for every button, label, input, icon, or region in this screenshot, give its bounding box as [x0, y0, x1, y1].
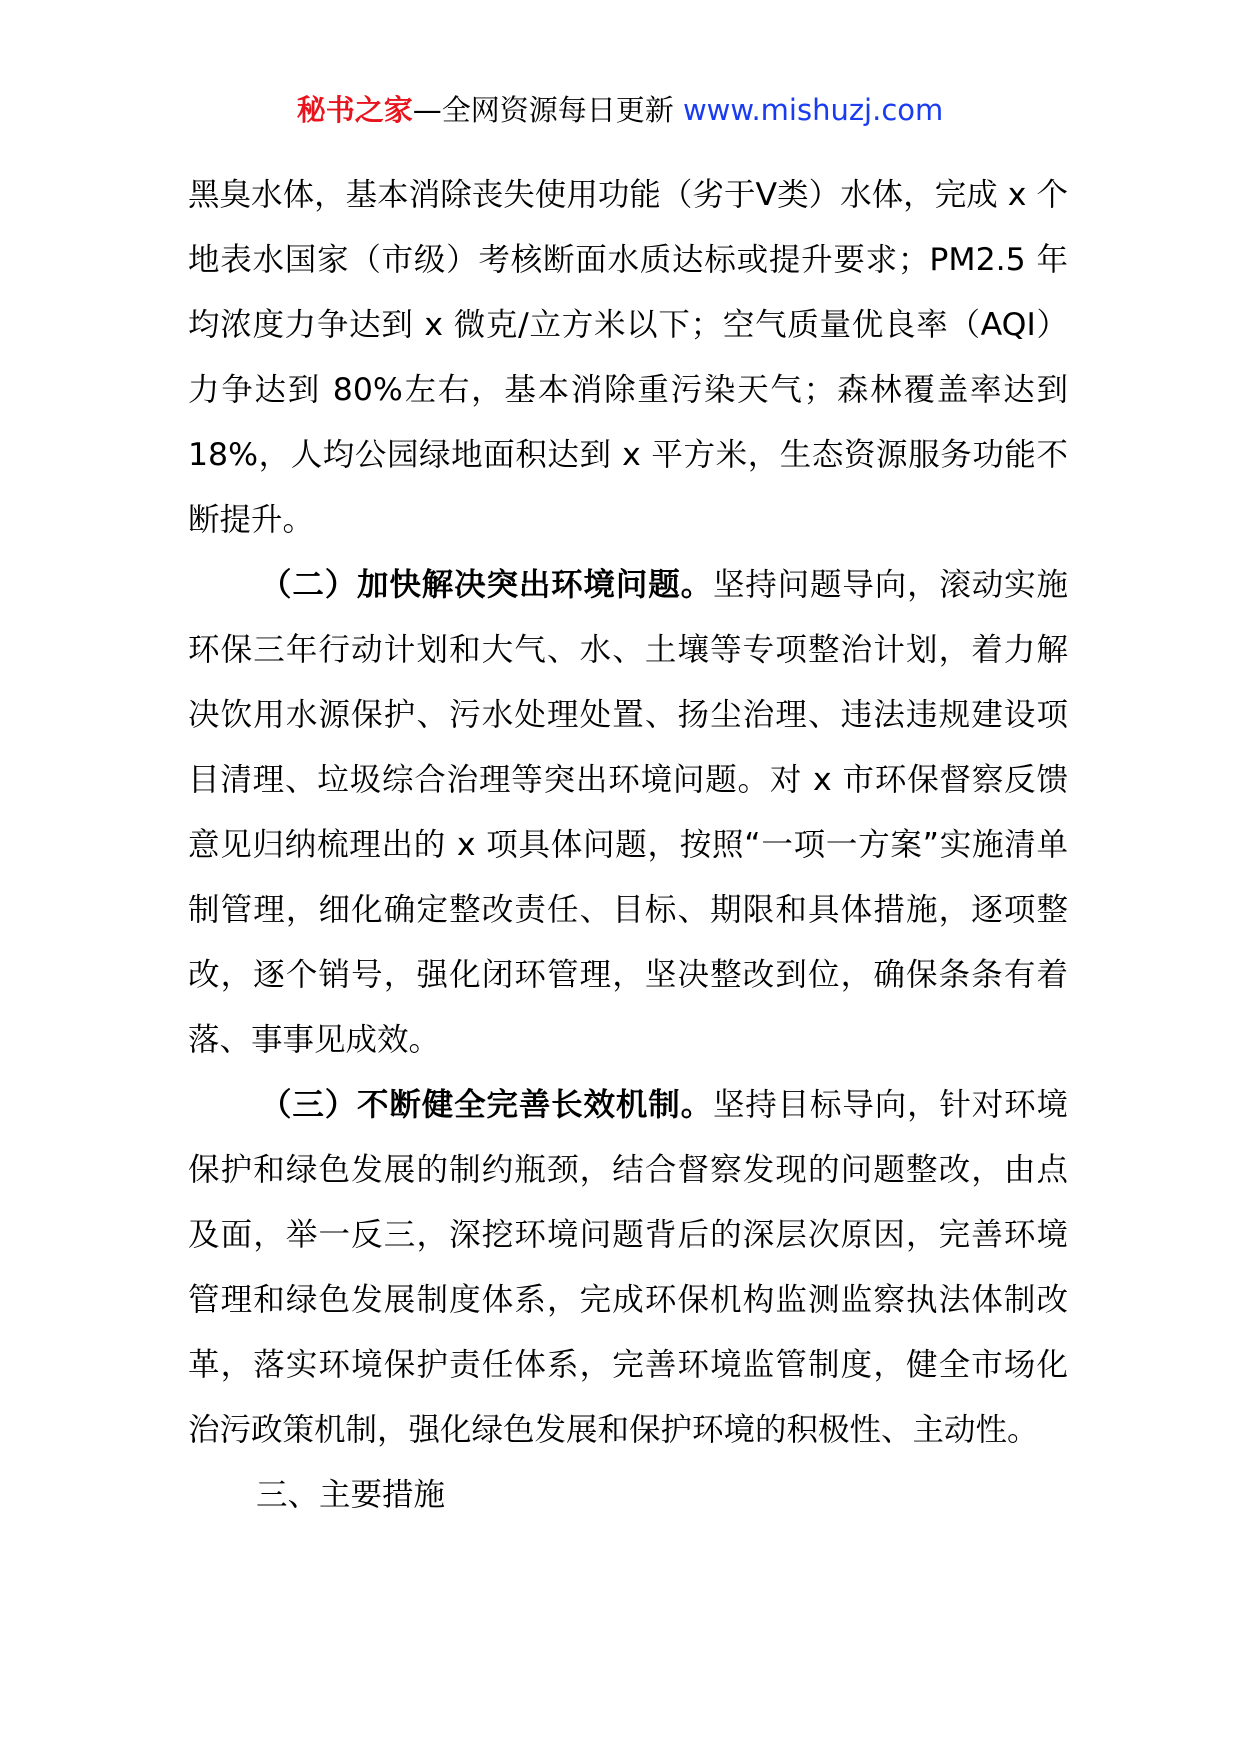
section-heading: 三、主要措施	[256, 1477, 446, 1513]
paragraph-text: 坚持问题导向，滚动实施环保三年行动计划和大气、水、土壤等专项整治计划，着力解决饮用水源保护、污水处理处置、扬尘治理、违法违规建设项目清理、垃圾综合治理等突出环境问题。对 x 市环保督察反馈意见归纳梳理出的 x 项具体问题，按照“一项一方案”实施清单制管理，细化确定整改责任、目标、期限和具体措施，逐项整改，逐个销号，强化闭环管理，坚决整改到位，确保条条有着落、事事见成效。	[188, 567, 1068, 1058]
paragraph-text: 黑臭水体，基本消除丧失使用功能（劣于Ⅴ类）水体，完成 x 个地表水国家（市级）考核断面水质达标或提升要求；PM2.5 年均浓度力争达到 x 微克/立方米以下；空气质量优良率（AQI）力争达到 80%左右，基本消除重污染天气；森林覆盖率达到 18%，人均公园绿地面积达到 x 平方米，生态资源服务功能不断提升。	[188, 177, 1068, 538]
paragraph-targets	[188, 163, 1068, 553]
brand-name: 秘书之家	[296, 93, 413, 127]
paragraph-mechanism	[188, 1073, 1068, 1463]
paragraph-problems	[188, 553, 1068, 1073]
site-header	[0, 88, 1240, 132]
header-url-link[interactable]: www.mishuzj.com	[682, 93, 944, 127]
paragraph-text: 坚持目标导向，针对环境保护和绿色发展的制约瓶颈，结合督察发现的问题整改，由点及面，举一反三，深挖环境问题背后的深层次原因，完善环境管理和绿色发展制度体系，完成环保机构监测监察执法体制改革，落实环境保护责任体系，完善环境监管制度，健全市场化治污政策机制，强化绿色发展和保护环境的积极性、主动性。	[188, 1087, 1068, 1448]
paragraph-lead: （二）加快解决突出环境问题。	[260, 567, 713, 603]
document-body	[188, 163, 1068, 1528]
header-tagline: —全网资源每日更新	[412, 93, 683, 127]
paragraph-lead: （三）不断健全完善长效机制。	[260, 1087, 713, 1123]
